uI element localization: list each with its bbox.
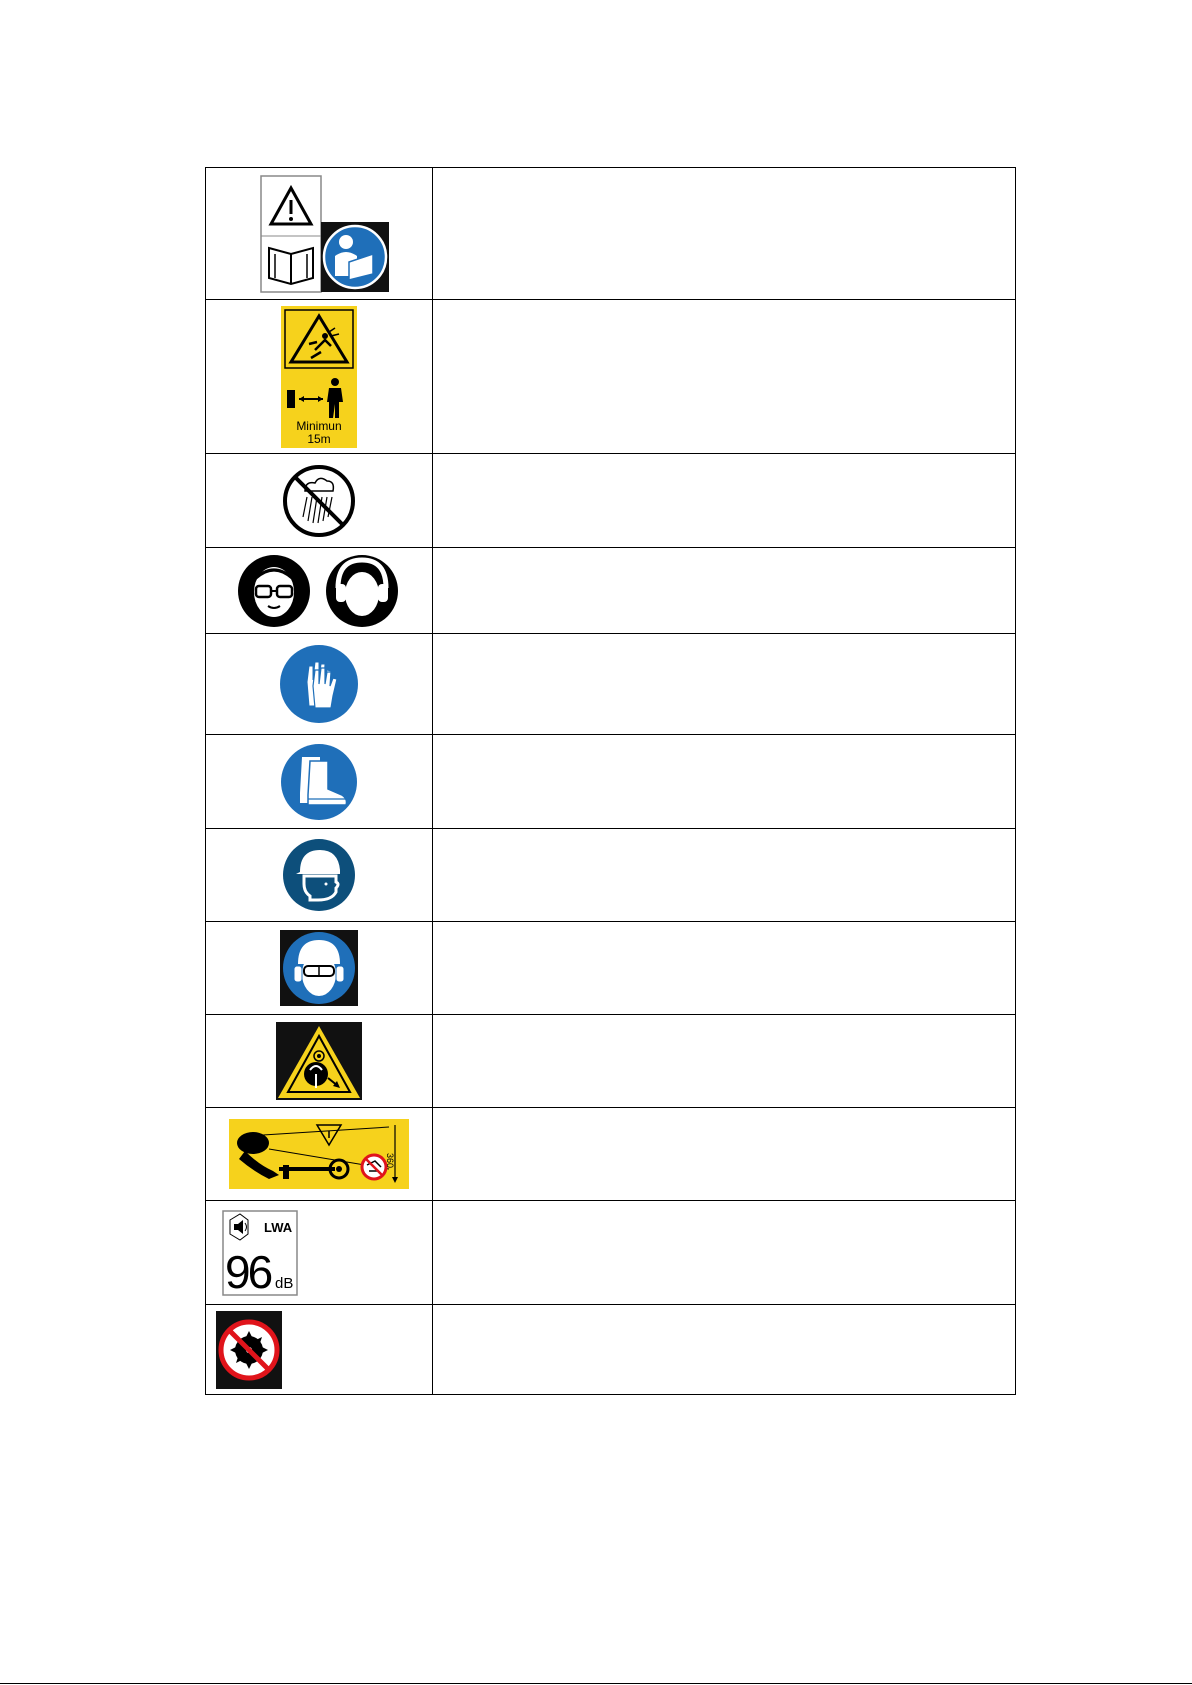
table-row — [206, 1201, 1016, 1305]
description-cell — [433, 1108, 1016, 1201]
description-cell — [433, 548, 1016, 634]
page-footer-rule — [0, 1683, 1192, 1684]
table-row — [206, 634, 1016, 735]
symbol-cell — [206, 735, 433, 829]
read-manual-warning-icon — [249, 174, 389, 294]
safety-boots-icon — [280, 743, 358, 821]
symbol-cell — [206, 1305, 433, 1395]
description-cell — [433, 1201, 1016, 1305]
description-cell — [433, 829, 1016, 922]
symbol-cell — [206, 829, 433, 922]
description-cell — [433, 922, 1016, 1015]
description-cell — [433, 1015, 1016, 1108]
keep-distance-icon — [281, 306, 357, 448]
no-rain-icon — [281, 463, 357, 539]
eye-ear-protection-icon — [236, 554, 402, 628]
symbol-cell — [206, 454, 433, 548]
symbol-cell — [206, 300, 433, 454]
symbol-cell — [206, 1201, 433, 1305]
sound-power-level-icon — [222, 1210, 298, 1296]
rotation-label: 360 — [385, 1153, 395, 1169]
table-row — [206, 1015, 1016, 1108]
description-cell — [433, 168, 1016, 300]
table-row — [206, 300, 1016, 454]
rotating-line-warning-icon — [229, 1119, 409, 1189]
sign-text-15m: 15m — [307, 431, 331, 446]
table-row — [206, 1305, 1016, 1395]
lwa-label: LWA — [264, 1219, 293, 1235]
symbol-cell — [206, 168, 433, 300]
table-row — [206, 735, 1016, 829]
symbol-cell — [206, 1108, 433, 1201]
table-row — [206, 168, 1016, 300]
description-cell — [433, 735, 1016, 829]
sign-text-minimun: Minimun — [296, 418, 342, 433]
helmet-icon — [282, 838, 356, 912]
table-row — [206, 922, 1016, 1015]
sound-level-value: 96 — [225, 1245, 271, 1296]
table-row — [206, 454, 1016, 548]
symbol-cell — [206, 634, 433, 735]
table-row — [206, 1108, 1016, 1201]
description-cell — [433, 1305, 1016, 1395]
gloves-icon — [279, 644, 359, 724]
description-cell — [433, 300, 1016, 454]
table-row — [206, 829, 1016, 922]
sound-level-unit: dB — [275, 1274, 294, 1292]
no-saw-blade-icon — [216, 1311, 282, 1389]
thrown-objects-warning-icon — [276, 1022, 362, 1100]
safety-symbols-table — [205, 167, 1016, 1395]
symbol-cell — [206, 548, 433, 634]
symbol-cell — [206, 922, 433, 1015]
description-cell — [433, 454, 1016, 548]
symbol-cell — [206, 1015, 433, 1108]
helmet-goggles-earmuffs-icon — [280, 930, 358, 1006]
table-row — [206, 548, 1016, 634]
description-cell — [433, 634, 1016, 735]
